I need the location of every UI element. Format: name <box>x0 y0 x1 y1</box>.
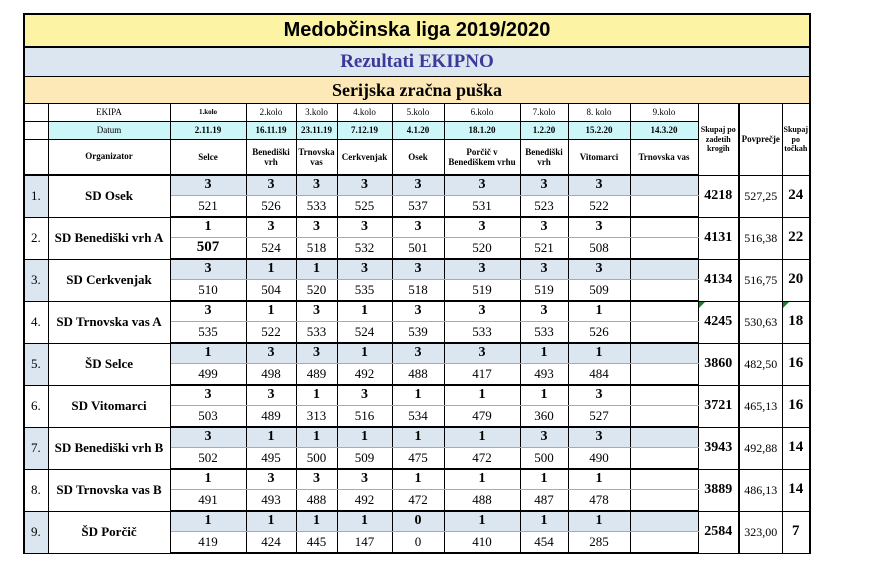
round-score: 417 <box>444 364 520 386</box>
team-total: 4245 <box>698 301 739 343</box>
round-score <box>630 448 698 470</box>
round-score: 519 <box>520 280 568 302</box>
round-points: 3 <box>296 301 337 322</box>
round-points: 1 <box>337 343 392 364</box>
round-label: 5.kolo <box>392 104 444 122</box>
team-points-total: 22 <box>782 217 810 259</box>
team-name: SD Cerkvenjak <box>48 259 170 301</box>
round-points: 3 <box>170 175 246 196</box>
team-points-total: 7 <box>782 511 810 553</box>
round-score: 527 <box>568 406 630 428</box>
round-points: 1 <box>568 469 630 490</box>
team-average: 486,13 <box>739 469 782 511</box>
round-points: 1 <box>392 469 444 490</box>
round-points: 3 <box>520 175 568 196</box>
round-label: 4.kolo <box>337 104 392 122</box>
round-points: 1 <box>337 301 392 322</box>
round-score <box>630 532 698 554</box>
round-points <box>630 259 698 280</box>
round-score <box>630 280 698 302</box>
subtitle: Rezultati EKIPNO <box>24 47 810 77</box>
round-score <box>630 364 698 386</box>
round-points: 1 <box>568 343 630 364</box>
round-label: 3.kolo <box>296 104 337 122</box>
team-points-total: 16 <box>782 343 810 385</box>
round-points: 3 <box>246 385 296 406</box>
team-average: 530,63 <box>739 301 782 343</box>
round-date: 1.2.20 <box>520 122 568 140</box>
team-average: 527,25 <box>739 175 782 217</box>
round-points: 3 <box>170 427 246 448</box>
title: Medobčinska liga 2019/2020 <box>24 14 810 47</box>
round-score: 488 <box>296 490 337 512</box>
round-points: 3 <box>246 343 296 364</box>
round-score: 519 <box>444 280 520 302</box>
round-date: 4.1.20 <box>392 122 444 140</box>
round-score: 526 <box>568 322 630 344</box>
round-points: 1 <box>392 427 444 448</box>
round-points: 3 <box>337 217 392 238</box>
round-score: 492 <box>337 490 392 512</box>
round-points: 3 <box>337 175 392 196</box>
round-score: 478 <box>568 490 630 512</box>
round-score: 533 <box>520 322 568 344</box>
round-score: 500 <box>520 448 568 470</box>
round-score <box>630 406 698 428</box>
round-points <box>630 385 698 406</box>
round-score: 525 <box>337 196 392 218</box>
round-date: 16.11.19 <box>246 122 296 140</box>
team-row-points <box>24 343 810 364</box>
round-score: 491 <box>170 490 246 512</box>
round-score: 493 <box>520 364 568 386</box>
round-host: Cerkvenjak <box>337 140 392 176</box>
team-points-total: 20 <box>782 259 810 301</box>
round-points: 1 <box>392 385 444 406</box>
team-rank: 5. <box>24 343 48 385</box>
round-date: 7.12.19 <box>337 122 392 140</box>
round-host: Benediški vrh <box>246 140 296 176</box>
round-points: 1 <box>568 301 630 322</box>
round-score: 524 <box>246 238 296 260</box>
team-row-points <box>24 385 810 406</box>
round-score: 522 <box>568 196 630 218</box>
team-average: 465,13 <box>739 385 782 427</box>
round-score: 518 <box>392 280 444 302</box>
round-points: 1 <box>296 259 337 280</box>
round-points: 3 <box>337 259 392 280</box>
round-score: 410 <box>444 532 520 554</box>
round-score: 533 <box>296 196 337 218</box>
team-row-points <box>24 175 810 196</box>
round-score: 490 <box>568 448 630 470</box>
round-points: 1 <box>444 511 520 532</box>
round-points: 3 <box>520 259 568 280</box>
round-label: 9.kolo <box>630 104 698 122</box>
round-points: 1 <box>246 301 296 322</box>
round-points: 3 <box>296 175 337 196</box>
team-row-points <box>24 427 810 448</box>
team-name: ŠD Selce <box>48 343 170 385</box>
team-average: 492,88 <box>739 427 782 469</box>
round-score: 147 <box>337 532 392 554</box>
round-score: 526 <box>246 196 296 218</box>
round-score: 521 <box>170 196 246 218</box>
round-label: 2.kolo <box>246 104 296 122</box>
round-score: 516 <box>337 406 392 428</box>
round-points: 3 <box>170 301 246 322</box>
round-points: 3 <box>444 343 520 364</box>
team-rank: 3. <box>24 259 48 301</box>
round-score: 524 <box>337 322 392 344</box>
round-points: 3 <box>520 301 568 322</box>
round-score: 479 <box>444 406 520 428</box>
round-host: Porčič v Benediškem vrhu <box>444 140 520 176</box>
round-score: 535 <box>170 322 246 344</box>
round-date: 2.11.19 <box>170 122 246 140</box>
team-points-total: 18 <box>782 301 810 343</box>
round-score <box>630 238 698 260</box>
team-points-total: 24 <box>782 175 810 217</box>
team-rank: 2. <box>24 217 48 259</box>
round-points: 1 <box>520 343 568 364</box>
round-score: 424 <box>246 532 296 554</box>
round-points: 3 <box>246 469 296 490</box>
team-rank: 9. <box>24 511 48 553</box>
round-score: 533 <box>296 322 337 344</box>
round-points: 3 <box>568 385 630 406</box>
round-score: 502 <box>170 448 246 470</box>
round-points: 0 <box>392 511 444 532</box>
round-points: 1 <box>520 511 568 532</box>
round-score: 313 <box>296 406 337 428</box>
round-points: 3 <box>392 343 444 364</box>
round-points: 3 <box>170 385 246 406</box>
team-rank: 7. <box>24 427 48 469</box>
results-table <box>23 13 811 554</box>
round-host: Benediški vrh <box>520 140 568 176</box>
round-score: 507 <box>170 238 246 260</box>
header-skupaj-zadetki: Skupaj po zadetih krogih <box>698 104 739 176</box>
round-score: 0 <box>392 532 444 554</box>
round-points: 3 <box>246 217 296 238</box>
team-rank: 8. <box>24 469 48 511</box>
round-points <box>630 301 698 322</box>
team-average: 516,38 <box>739 217 782 259</box>
team-total: 4131 <box>698 217 739 259</box>
round-points <box>630 343 698 364</box>
round-date: 18.1.20 <box>444 122 520 140</box>
team-row-points <box>24 217 810 238</box>
round-score: 487 <box>520 490 568 512</box>
team-average: 323,00 <box>739 511 782 553</box>
round-score <box>630 490 698 512</box>
round-points: 3 <box>337 469 392 490</box>
team-average: 482,50 <box>739 343 782 385</box>
round-points: 1 <box>520 385 568 406</box>
round-score: 489 <box>246 406 296 428</box>
round-score: 504 <box>246 280 296 302</box>
round-points: 1 <box>246 427 296 448</box>
team-row-points <box>24 511 810 532</box>
round-points: 3 <box>568 217 630 238</box>
round-score: 484 <box>568 364 630 386</box>
round-points: 3 <box>444 259 520 280</box>
team-rank: 1. <box>24 175 48 217</box>
team-row-points <box>24 469 810 490</box>
round-points: 3 <box>392 259 444 280</box>
round-points: 1 <box>246 511 296 532</box>
round-host: Trnovska vas <box>630 140 698 176</box>
round-points <box>630 427 698 448</box>
round-points: 3 <box>296 217 337 238</box>
round-points: 3 <box>337 385 392 406</box>
round-points: 3 <box>392 217 444 238</box>
round-points <box>630 175 698 196</box>
round-score: 508 <box>568 238 630 260</box>
round-host: Osek <box>392 140 444 176</box>
round-date: 14.3.20 <box>630 122 698 140</box>
team-name: SD Osek <box>48 175 170 217</box>
round-score: 488 <box>392 364 444 386</box>
team-total: 3721 <box>698 385 739 427</box>
round-score: 520 <box>444 238 520 260</box>
team-points-total: 14 <box>782 469 810 511</box>
round-score: 539 <box>392 322 444 344</box>
round-score: 495 <box>246 448 296 470</box>
team-name: SD Trnovska vas A <box>48 301 170 343</box>
round-points: 1 <box>337 427 392 448</box>
round-score: 531 <box>444 196 520 218</box>
round-points: 1 <box>337 511 392 532</box>
round-points: 3 <box>246 175 296 196</box>
round-score: 523 <box>520 196 568 218</box>
round-points: 1 <box>444 427 520 448</box>
round-score: 472 <box>392 490 444 512</box>
team-name: SD Benediški vrh A <box>48 217 170 259</box>
round-points: 1 <box>170 217 246 238</box>
round-points: 3 <box>392 175 444 196</box>
round-points: 3 <box>520 217 568 238</box>
team-name: SD Vitomarci <box>48 385 170 427</box>
team-points-total: 16 <box>782 385 810 427</box>
team-average: 516,75 <box>739 259 782 301</box>
team-total: 3943 <box>698 427 739 469</box>
round-score: 521 <box>520 238 568 260</box>
round-score: 493 <box>246 490 296 512</box>
round-label: 6.kolo <box>444 104 520 122</box>
round-score: 285 <box>568 532 630 554</box>
round-score: 503 <box>170 406 246 428</box>
team-row-points <box>24 259 810 280</box>
team-total: 4134 <box>698 259 739 301</box>
round-host: Vitomarci <box>568 140 630 176</box>
team-name: SD Benediški vrh B <box>48 427 170 469</box>
team-rank: 4. <box>24 301 48 343</box>
round-score: 537 <box>392 196 444 218</box>
header-skupaj-tocke: Skupaj po točkah <box>782 104 810 176</box>
round-points: 3 <box>568 175 630 196</box>
round-score: 509 <box>337 448 392 470</box>
round-date: 23.11.19 <box>296 122 337 140</box>
team-total: 4218 <box>698 175 739 217</box>
round-points: 1 <box>520 469 568 490</box>
round-score: 533 <box>444 322 520 344</box>
round-host: Trnovska vas <box>296 140 337 176</box>
round-score: 472 <box>444 448 520 470</box>
team-total: 2584 <box>698 511 739 553</box>
round-label: 7.kolo <box>520 104 568 122</box>
header-ekipa: EKIPA <box>48 104 170 122</box>
round-score: 419 <box>170 532 246 554</box>
team-points-total: 14 <box>782 427 810 469</box>
header-organizator: Organizator <box>48 140 170 176</box>
round-points <box>630 511 698 532</box>
discipline-title: Serijska zračna puška <box>24 77 810 104</box>
round-score: 492 <box>337 364 392 386</box>
round-points: 1 <box>296 511 337 532</box>
round-score: 535 <box>337 280 392 302</box>
round-score: 522 <box>246 322 296 344</box>
round-score: 534 <box>392 406 444 428</box>
team-rank: 6. <box>24 385 48 427</box>
team-name: SD Trnovska vas B <box>48 469 170 511</box>
round-points: 1 <box>246 259 296 280</box>
header-datum: Datum <box>48 122 170 140</box>
team-name: ŠD Porčič <box>48 511 170 553</box>
round-score: 501 <box>392 238 444 260</box>
round-score: 489 <box>296 364 337 386</box>
round-score <box>630 196 698 218</box>
team-total: 3889 <box>698 469 739 511</box>
round-score: 360 <box>520 406 568 428</box>
round-score: 520 <box>296 280 337 302</box>
round-points: 1 <box>444 385 520 406</box>
round-points: 3 <box>444 301 520 322</box>
round-score: 445 <box>296 532 337 554</box>
round-points: 3 <box>568 427 630 448</box>
team-row-points <box>24 301 810 322</box>
round-points: 1 <box>170 469 246 490</box>
round-label: 8. kolo <box>568 104 630 122</box>
round-points: 3 <box>568 259 630 280</box>
round-points <box>630 469 698 490</box>
round-label: 1.kolo <box>170 104 246 122</box>
round-score: 518 <box>296 238 337 260</box>
round-points: 3 <box>520 427 568 448</box>
round-score: 500 <box>296 448 337 470</box>
round-score <box>630 322 698 344</box>
round-points: 3 <box>444 175 520 196</box>
round-points: 1 <box>296 427 337 448</box>
round-score: 498 <box>246 364 296 386</box>
round-score: 454 <box>520 532 568 554</box>
round-score: 510 <box>170 280 246 302</box>
team-total: 3860 <box>698 343 739 385</box>
round-date: 15.2.20 <box>568 122 630 140</box>
round-points: 3 <box>444 217 520 238</box>
round-score: 475 <box>392 448 444 470</box>
header-povprecje: Povprečje <box>739 104 782 176</box>
round-score: 488 <box>444 490 520 512</box>
round-points: 1 <box>444 469 520 490</box>
round-points: 1 <box>170 343 246 364</box>
round-points: 1 <box>296 385 337 406</box>
results-sheet <box>23 13 811 554</box>
round-score: 499 <box>170 364 246 386</box>
round-points: 1 <box>170 511 246 532</box>
round-points <box>630 217 698 238</box>
round-score: 532 <box>337 238 392 260</box>
round-host: Selce <box>170 140 246 176</box>
round-points: 3 <box>296 343 337 364</box>
round-points: 3 <box>296 469 337 490</box>
round-score: 509 <box>568 280 630 302</box>
round-points: 3 <box>392 301 444 322</box>
round-points: 3 <box>170 259 246 280</box>
round-points: 1 <box>568 511 630 532</box>
